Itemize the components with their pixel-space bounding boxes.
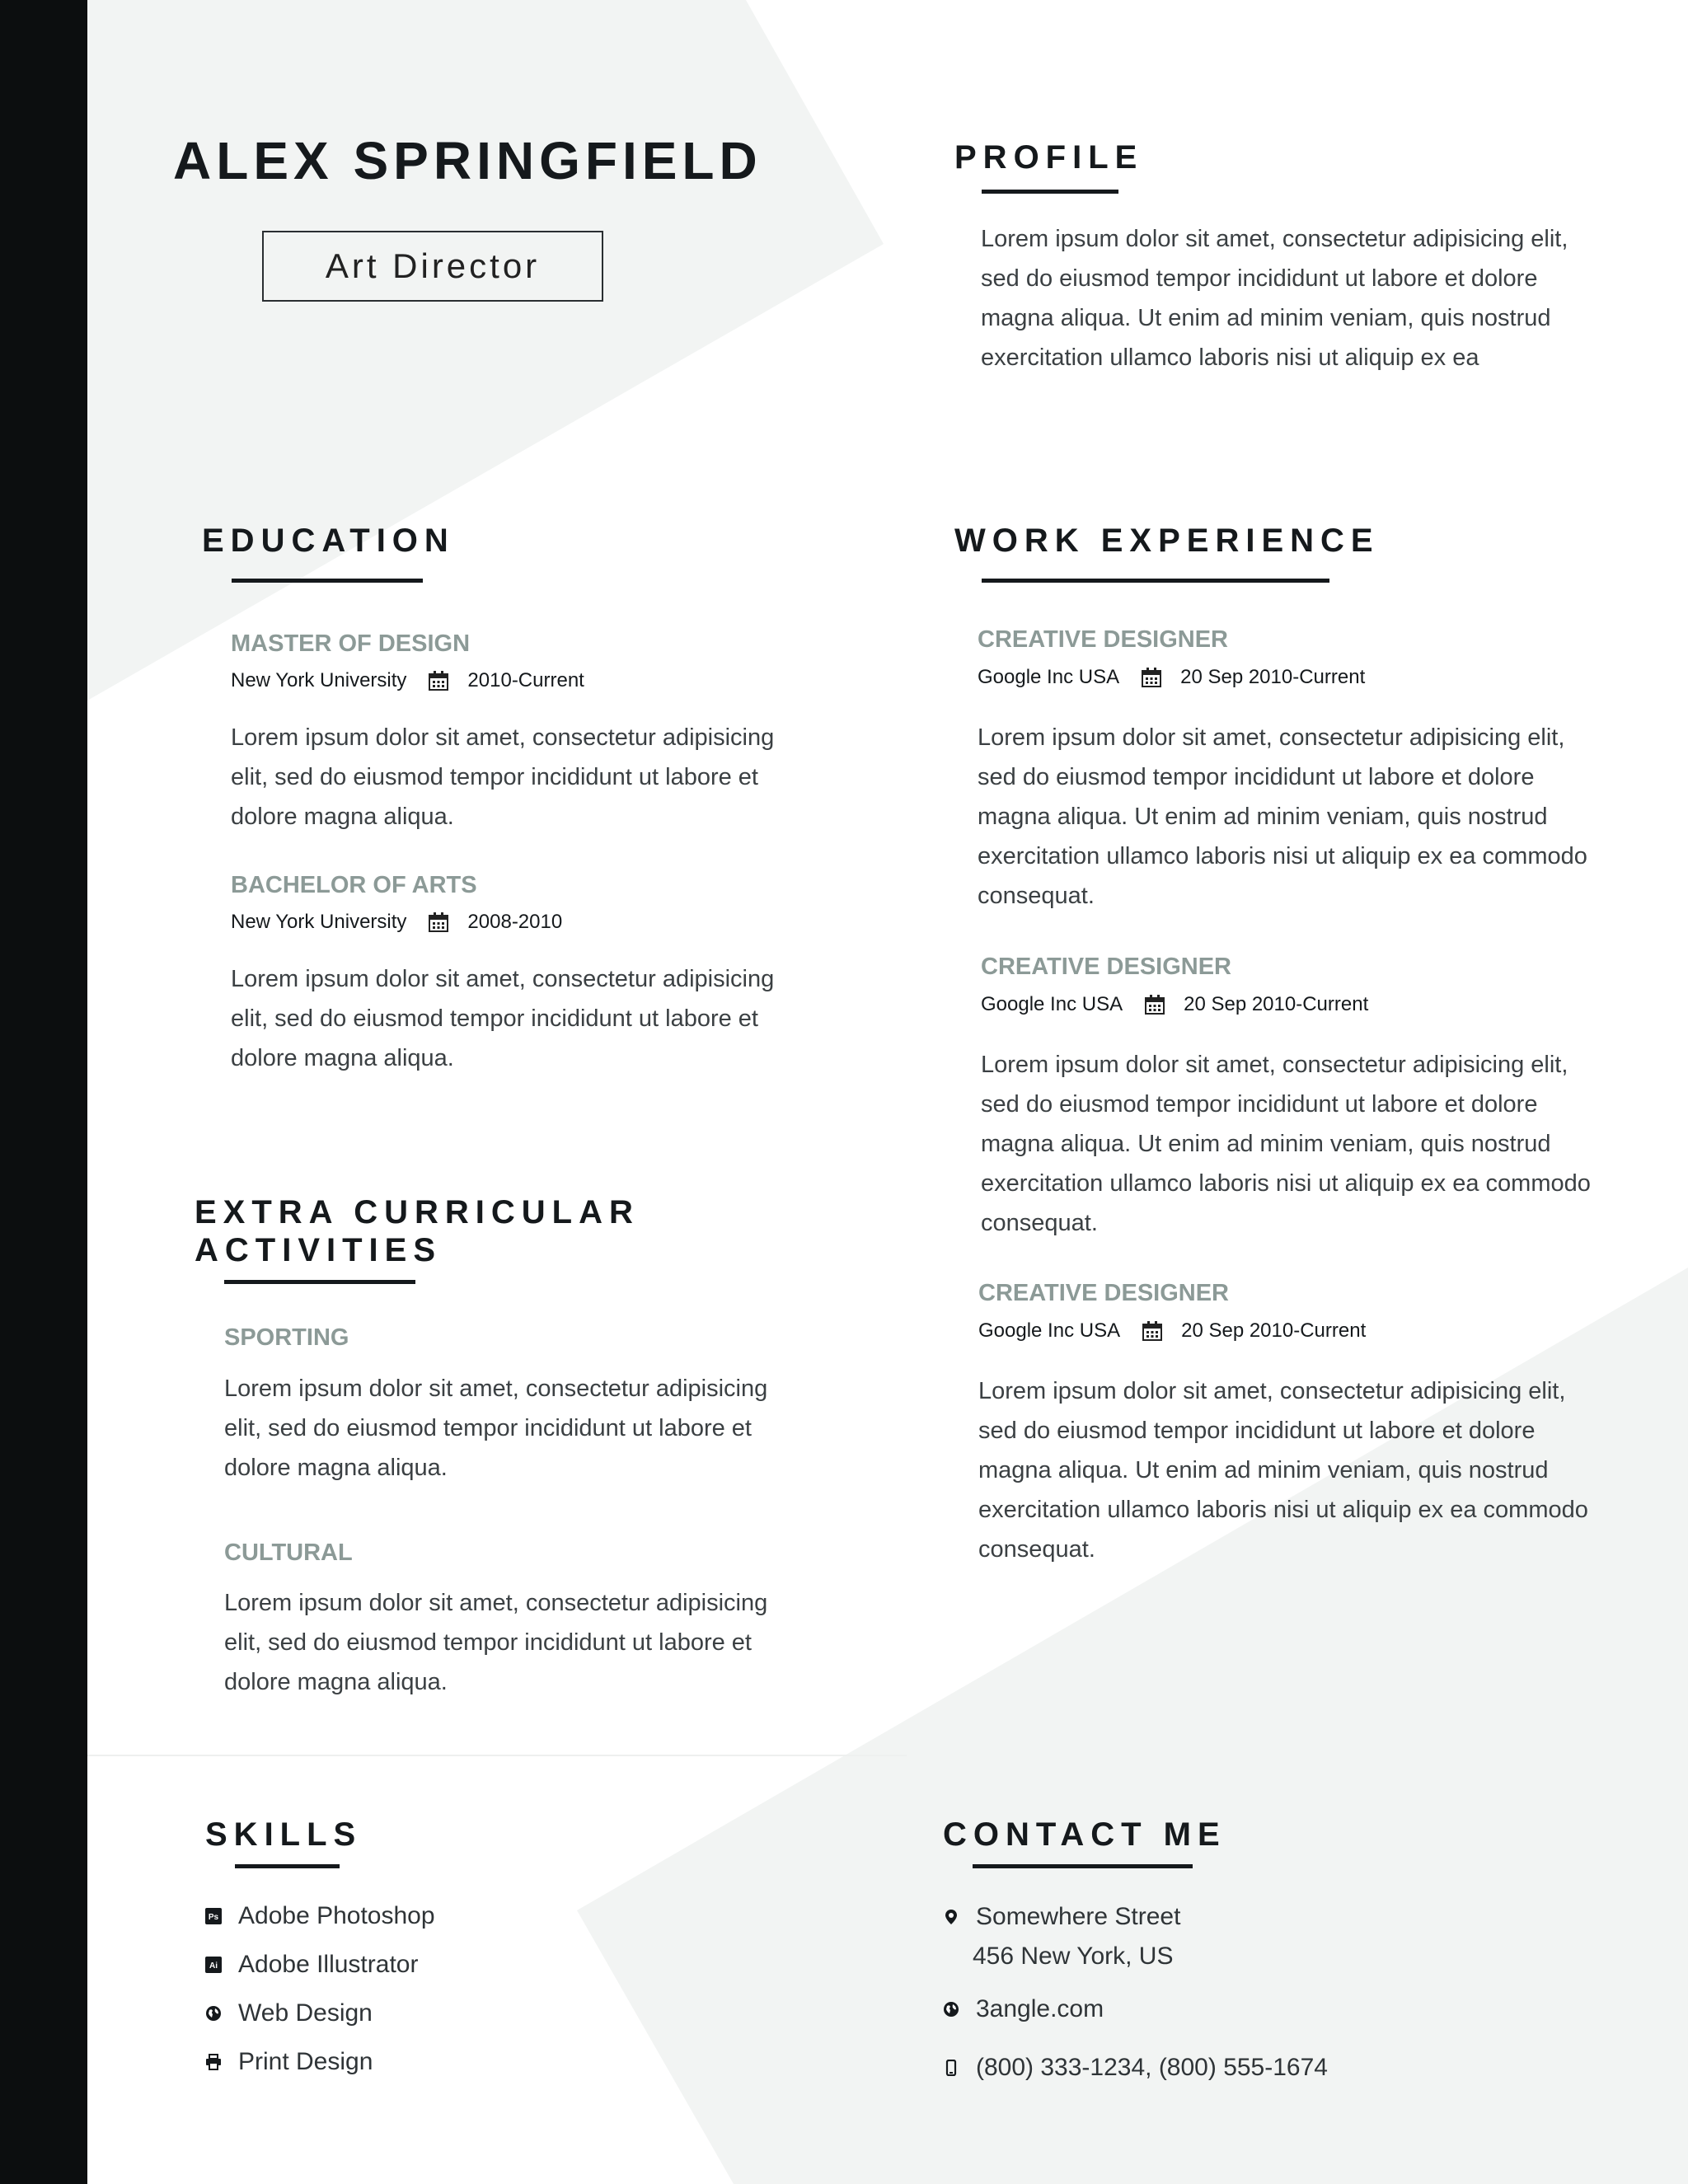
globe-icon xyxy=(205,2005,222,2022)
skill-label: Print Design xyxy=(238,2048,373,2075)
work-dates: 20 Sep 2010-Current xyxy=(1181,1319,1367,1342)
education-heading: EDUCATION xyxy=(202,523,455,559)
contact-address-line1 xyxy=(943,1903,1180,1931)
illustrator-icon xyxy=(205,1957,222,1973)
education-description: Lorem ipsum dolor sit amet, consectetur adipisicing elit, sed do eiusmod tempor incididunt ut labore et dolore magna aliqua. xyxy=(231,966,775,1071)
activity-label: CULTURAL xyxy=(224,1540,353,1566)
education-degree: BACHELOR OF ARTS xyxy=(231,872,477,898)
contact-underline xyxy=(973,1864,1193,1868)
work-role: CREATIVE DESIGNER xyxy=(978,1280,1230,1306)
extra-heading-line1: EXTRA CURRICULAR xyxy=(195,1194,640,1230)
work-dates: 20 Sep 2010-Current xyxy=(1184,993,1369,1015)
skill-label: Adobe Illustrator xyxy=(238,1951,419,1978)
calendar-icon xyxy=(1142,1320,1163,1342)
profile-underline xyxy=(982,190,1118,194)
skill-item xyxy=(205,2048,373,2076)
education-meta xyxy=(231,911,562,934)
calendar-icon xyxy=(1141,667,1162,688)
skill-item xyxy=(205,1999,373,2027)
skills-heading: SKILLS xyxy=(205,1816,363,1853)
education-school: New York University xyxy=(231,911,407,933)
work-dates: 20 Sep 2010-Current xyxy=(1180,666,1366,688)
calendar-icon xyxy=(428,670,449,691)
skill-item xyxy=(205,1951,418,1979)
skill-item xyxy=(205,1902,435,1930)
photoshop-icon xyxy=(205,1908,222,1924)
contact-website-link[interactable]: 3angle.com xyxy=(976,1995,1104,2022)
job-title: Art Director xyxy=(325,246,541,285)
work-company: Google Inc USA xyxy=(981,993,1123,1015)
education-dates: 2010-Current xyxy=(467,669,584,691)
education-degree: MASTER OF DESIGN xyxy=(231,630,471,657)
map-pin-icon xyxy=(943,1909,959,1925)
activity-label: SPORTING xyxy=(224,1324,349,1351)
contact-heading: CONTACT ME xyxy=(943,1816,1226,1853)
extra-underline xyxy=(224,1280,415,1284)
skills-underline xyxy=(235,1864,340,1868)
work-underline xyxy=(982,579,1329,583)
calendar-icon xyxy=(428,912,449,933)
candidate-name: ALEX SPRINGFIELD xyxy=(173,131,762,190)
work-company: Google Inc USA xyxy=(978,1319,1121,1342)
work-role: CREATIVE DESIGNER xyxy=(981,954,1232,980)
work-meta xyxy=(978,1319,1366,1343)
skill-label: Web Design xyxy=(238,1999,373,2027)
work-company: Google Inc USA xyxy=(978,666,1120,688)
work-description: Lorem ipsum dolor sit amet, consectetur adipisicing elit, sed do eiusmod tempor incididunt ut labore et dolore magna aliqua. Ut enim ad minim veniam, quis nostrud exercitation ullamco laboris nisi ut aliquip ex ea commodo consequat. xyxy=(978,1378,1588,1563)
education-description: Lorem ipsum dolor sit amet, consectetur adipisicing elit, sed do eiusmod tempor incididunt ut labore et dolore magna aliqua. xyxy=(231,724,775,830)
work-heading: WORK EXPERIENCE xyxy=(954,523,1380,559)
skill-label: Adobe Photoshop xyxy=(238,1902,435,1929)
globe-icon xyxy=(943,2001,959,2018)
calendar-icon xyxy=(1144,994,1165,1015)
work-meta xyxy=(978,666,1365,689)
svg-text:Ai: Ai xyxy=(209,1961,218,1971)
svg-text:Ps: Ps xyxy=(208,1913,219,1922)
education-meta xyxy=(231,669,584,692)
job-title-box xyxy=(262,231,603,302)
profile-text: Lorem ipsum dolor sit amet, consectetur adipisicing elit, sed do eiusmod tempor incididunt ut labore et dolore magna aliqua. Ut enim ad minim veniam, quis nostrud exercitation ullamco laboris nisi ut aliquip ex ea xyxy=(981,226,1568,371)
work-role: CREATIVE DESIGNER xyxy=(978,626,1229,653)
work-meta xyxy=(981,993,1368,1016)
profile-heading: PROFILE xyxy=(954,139,1144,176)
mobile-phone-icon xyxy=(943,2060,959,2076)
education-school: New York University xyxy=(231,669,407,691)
activity-description: Lorem ipsum dolor sit amet, consectetur adipisicing elit, sed do eiusmod tempor incididunt ut labore et dolore magna aliqua. xyxy=(224,1376,768,1481)
contact-address-text: Somewhere Street xyxy=(976,1903,1181,1930)
education-underline xyxy=(232,579,423,583)
activity-description: Lorem ipsum dolor sit amet, consectetur adipisicing elit, sed do eiusmod tempor incididunt ut labore et dolore magna aliqua. xyxy=(224,1590,768,1695)
education-dates: 2008-2010 xyxy=(467,911,563,933)
contact-phone-text: (800) 333-1234, (800) 555-1674 xyxy=(976,2054,1328,2081)
left-sidebar xyxy=(0,0,87,2184)
contact-phone xyxy=(943,2054,1328,2082)
work-description: Lorem ipsum dolor sit amet, consectetur adipisicing elit, sed do eiusmod tempor incididunt ut labore et dolore magna aliqua. Ut enim ad minim veniam, quis nostrud exercitation ullamco laboris nisi ut aliquip ex ea commodo consequat. xyxy=(978,724,1587,909)
contact-address-line2 xyxy=(973,1943,1173,1971)
work-description: Lorem ipsum dolor sit amet, consectetur adipisicing elit, sed do eiusmod tempor incididunt ut labore et dolore magna aliqua. Ut enim ad minim veniam, quis nostrud exercitation ullamco laboris nisi ut aliquip ex ea commodo consequat. xyxy=(981,1052,1591,1236)
extra-heading-line2: ACTIVITIES xyxy=(195,1232,443,1268)
printer-icon xyxy=(205,2054,222,2070)
contact-website xyxy=(943,1995,1104,2023)
contact-address-text: 456 New York, US xyxy=(973,1943,1174,1970)
